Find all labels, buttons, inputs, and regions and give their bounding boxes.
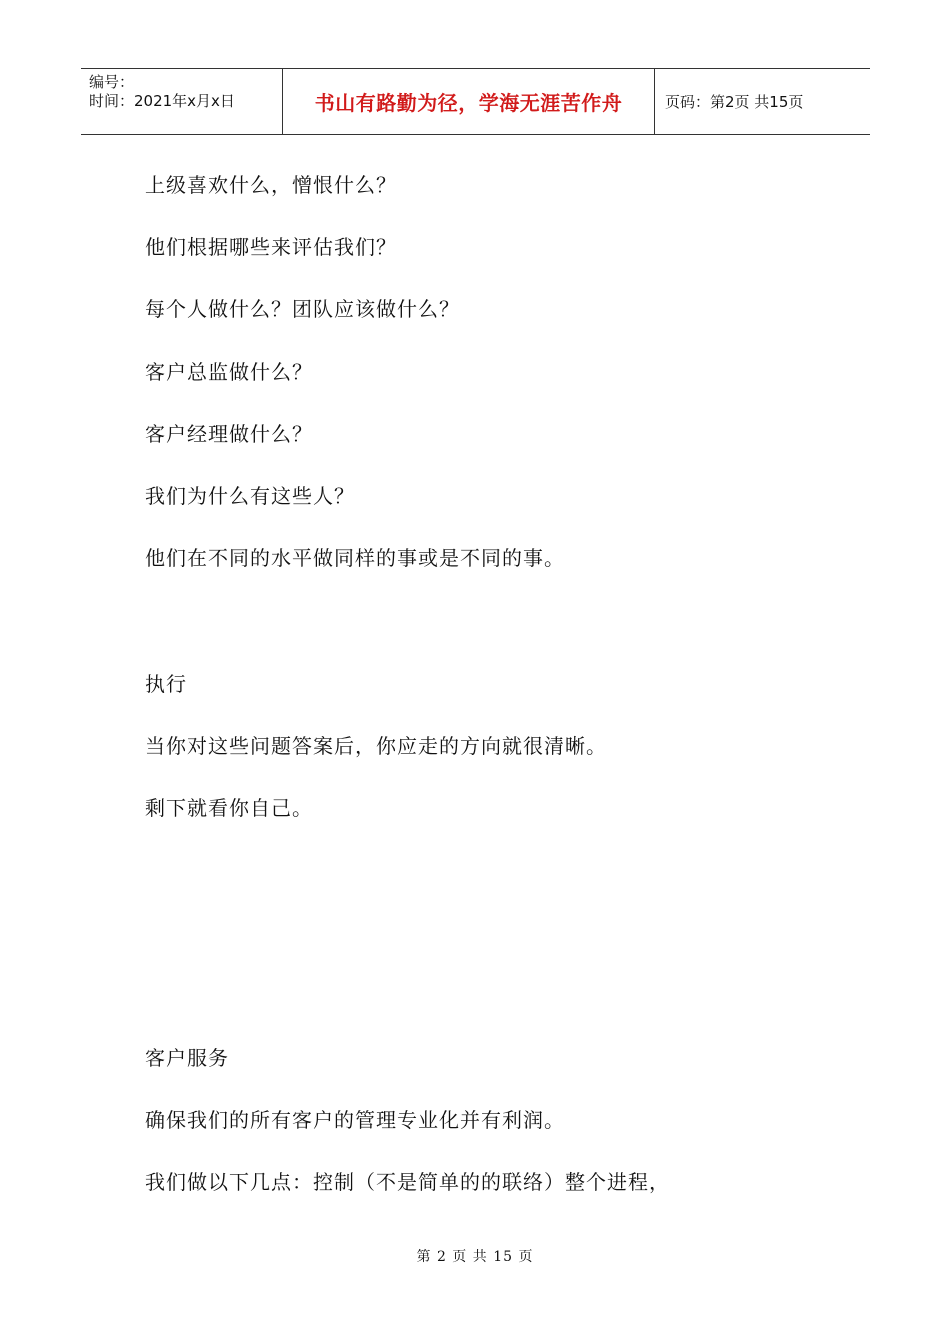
paragraph: 他们在不同的水平做同样的事或是不同的事。	[145, 546, 565, 570]
paragraph: 每个人做什么？团队应该做什么？	[145, 297, 460, 321]
paragraph: 剩下就看你自己。	[145, 796, 313, 820]
paragraph: 确保我们的所有客户的管理专业化并有利润。	[145, 1108, 565, 1132]
document-number-label: 编号：	[89, 73, 135, 91]
section-heading: 客户服务	[145, 1046, 229, 1070]
page-header	[81, 68, 870, 135]
paragraph: 我们为什么有这些人？	[145, 484, 355, 508]
page-footer: 第 2 页 共 15 页	[416, 1249, 534, 1265]
document-date: 时间：2021年x月x日	[89, 92, 235, 110]
header-page-info: 页码：第2页 共15页	[665, 93, 804, 111]
paragraph: 客户经理做什么？	[145, 422, 313, 446]
paragraph: 我们做以下几点：控制（不是简单的的联络）整个进程，	[145, 1170, 670, 1194]
paragraph: 他们根据哪些来评估我们？	[145, 235, 397, 259]
header-meta	[81, 69, 283, 134]
header-motto: 书山有路勤为径，学海无涯苦作舟	[283, 69, 655, 134]
paragraph: 上级喜欢什么，憎恨什么？	[145, 173, 397, 197]
section-heading: 执行	[145, 672, 187, 696]
paragraph: 客户总监做什么？	[145, 360, 313, 384]
paragraph: 当你对这些问题答案后，你应走的方向就很清晰。	[145, 734, 607, 758]
